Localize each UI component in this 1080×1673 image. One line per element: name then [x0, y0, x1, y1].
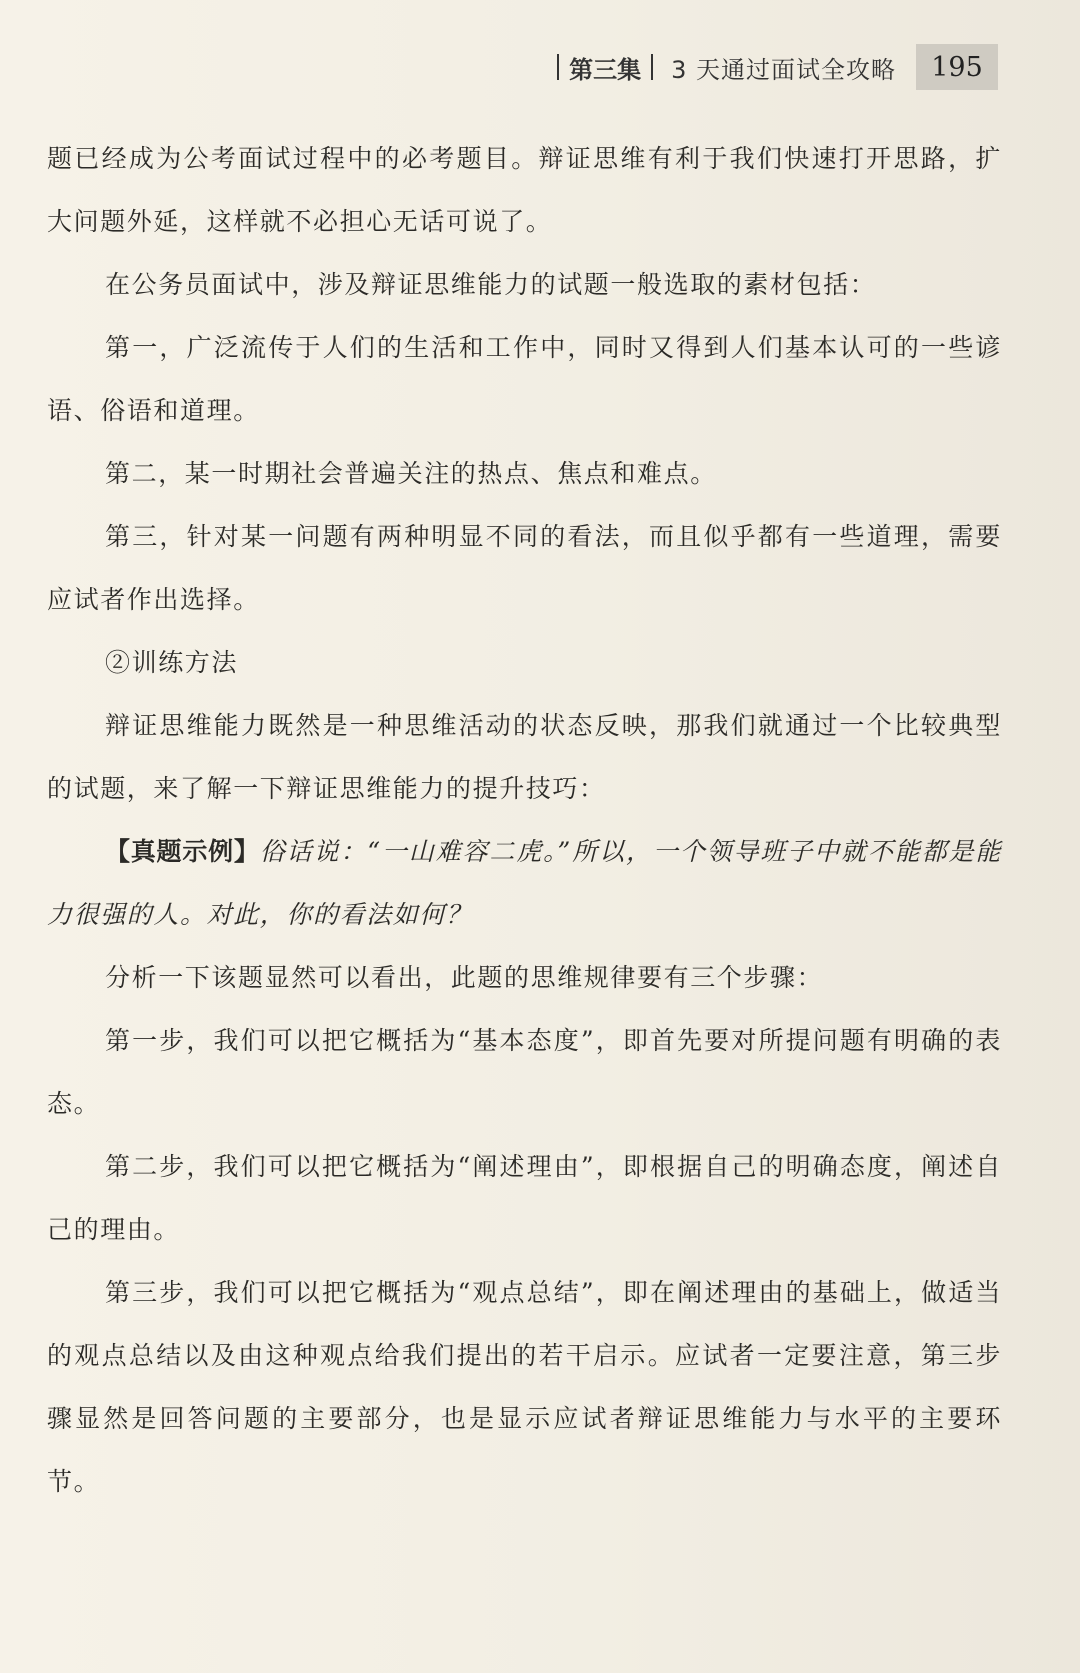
paragraph: 第二步，我们可以把它概括为“阐述理由”，即根据自己的明确态度，阐述自己的理由。: [47, 1152, 1002, 1244]
header-divider: [557, 54, 559, 80]
paragraph: 辩证思维能力既然是一种思维活动的状态反映，那我们就通过一个比较典型的试题，来了解一下辩证思维能力的提升技巧：: [47, 711, 1002, 803]
paragraph: 第三，针对某一问题有两种明显不同的看法，而且似乎都有一些道理，需要应试者作出选择。: [47, 522, 1002, 614]
paragraph: 第三步，我们可以把它概括为“观点总结”，即在阐述理由的基础上，做适当的观点总结以及由这种观点给我们提出的若干启示。应试者一定要注意，第三步骤显然是回答问题的主要部分，也是显示应试者辩证思维能力与水平的主要环节。: [47, 1278, 1002, 1496]
paragraph: 题已经成为公考面试过程中的必考题目。辩证思维有利于我们快速打开思路，扩大问题外延，这样就不必担心无话可说了。: [47, 144, 1002, 236]
paragraph: 第一步，我们可以把它概括为“基本态度”，即首先要对所提问题有明确的表态。: [47, 1026, 1002, 1118]
paragraph: 分析一下该题显然可以看出，此题的思维规律要有三个步骤：: [105, 963, 824, 992]
paragraph: 第二，某一时期社会普遍关注的热点、焦点和难点。: [105, 459, 717, 488]
page-number: 195: [916, 44, 998, 90]
example-label: 【真题示例】: [105, 837, 260, 866]
example-text: 俗话说：“一山难容二虎。”所以，一个领导班子中就不能都是能力很强的人。对此，你的看法如何？: [47, 837, 1002, 929]
body-text: [47, 127, 1002, 1513]
running-header: [547, 44, 998, 90]
paragraph: 在公务员面试中，涉及辩证思维能力的试题一般选取的素材包括：: [105, 270, 877, 299]
series-label: 第三集: [569, 55, 642, 84]
section-heading: ②训练方法: [105, 648, 239, 677]
book-title: 3 天通过面试全攻略: [671, 55, 896, 84]
example-question: [47, 820, 1002, 946]
header-divider: [651, 54, 653, 80]
paragraph: 第一，广泛流传于人们的生活和工作中，同时又得到人们基本认可的一些谚语、俗语和道理。: [47, 333, 1002, 425]
